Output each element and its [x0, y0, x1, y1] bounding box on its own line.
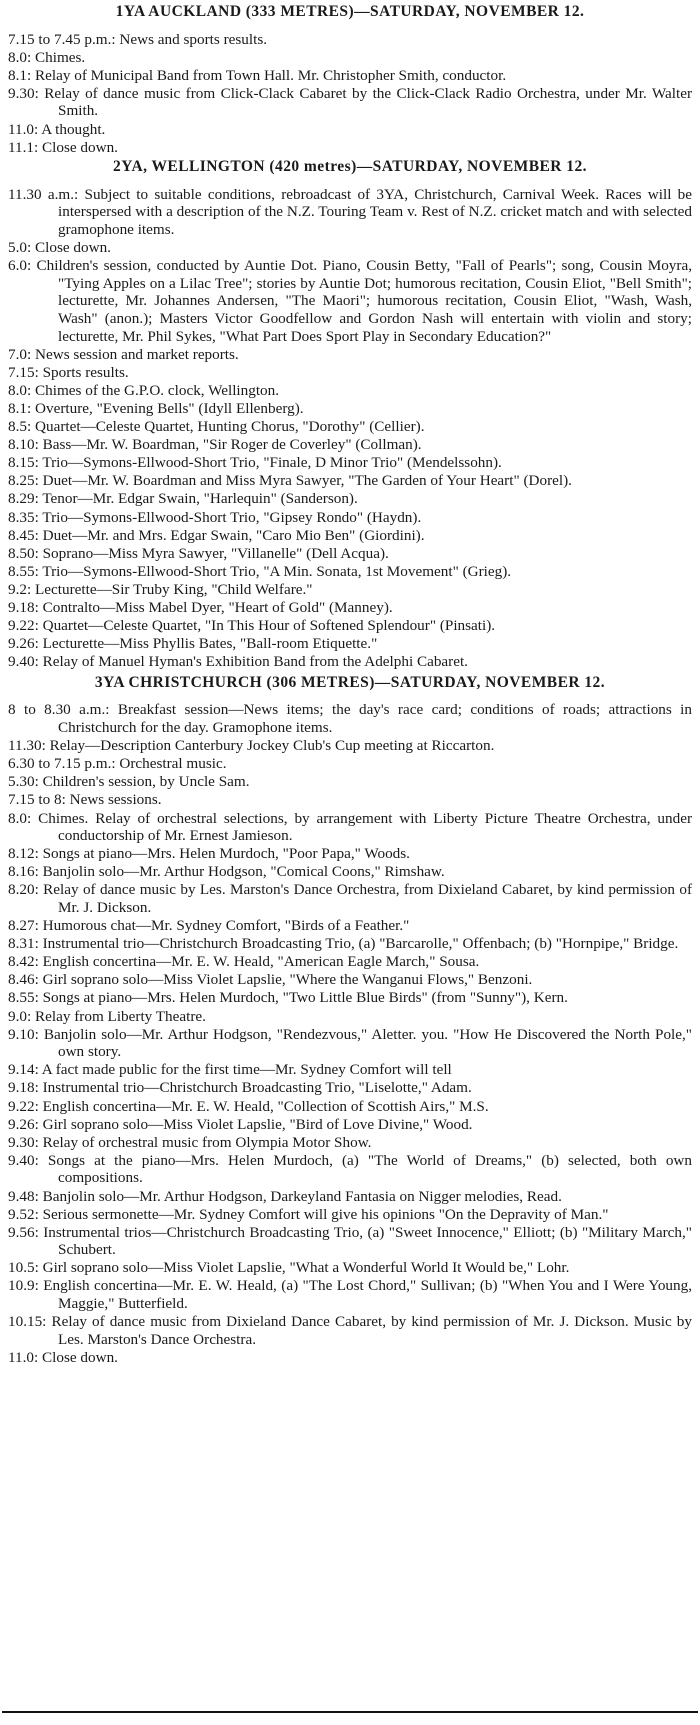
- entry-time: 11.30:: [8, 737, 46, 755]
- programme-entry: [8, 186, 692, 239]
- entry-time: 9.14:: [8, 1061, 39, 1079]
- programme-entry: [8, 755, 692, 773]
- entry-description: A fact made public for the first time—Mr. Sydney Comfort will tell: [41, 1061, 452, 1079]
- entry-description: Trio—Symons-Ellwood-Short Trio, "Finale, D Minor Trio" (Mendelssohn).: [42, 454, 502, 472]
- programme-entry: [8, 881, 692, 916]
- entry-time: 8.45:: [8, 526, 39, 544]
- entry-time: 8.1:: [8, 399, 32, 417]
- entry-time: 9.22:: [8, 617, 39, 635]
- entry-time: 6.30 to 7.15 p.m.:: [8, 755, 116, 773]
- programme-entry: [8, 1152, 692, 1187]
- programme-entry: [8, 1259, 692, 1277]
- entry-time: 9.22:: [8, 1097, 39, 1115]
- entry-time: 8.50:: [8, 544, 39, 562]
- programme-entry: [8, 121, 692, 139]
- entry-description: Lecturette—Sir Truby King, "Child Welfare.": [35, 580, 313, 598]
- entry-description: Relay of Municipal Band from Town Hall. Mr. Christopher Smith, conductor.: [35, 66, 507, 84]
- programme-entry: [8, 382, 692, 400]
- entry-description: Trio—Symons-Ellwood-Short Trio, "Gipsey Rondo" (Haydn).: [42, 508, 422, 526]
- entry-time: 7.0:: [8, 345, 32, 363]
- entry-description: Relay—Description Canterbury Jockey Club's Cup meeting at Riccarton.: [49, 737, 495, 755]
- entry-time: 8.29:: [8, 490, 39, 508]
- entry-time: 9.40:: [8, 1151, 39, 1169]
- entry-description: Sports results.: [42, 363, 129, 381]
- entry-description: Close down.: [42, 1348, 118, 1366]
- entry-description: Chimes of the G.P.O. clock, Wellington.: [35, 381, 280, 399]
- programme-entry: [8, 1349, 692, 1367]
- entry-description: News session and market reports.: [35, 345, 239, 363]
- entry-time: 5.30:: [8, 773, 39, 791]
- entry-description: Contralto—Miss Mabel Dyer, "Heart of Gold" (Manney).: [42, 599, 393, 616]
- entry-description: Bass—Mr. W. Boardman, "Sir Roger de Coverley" (Collman).: [42, 436, 422, 454]
- entry-time: 11.30 a.m.:: [8, 185, 79, 203]
- entry-time: 8.42:: [8, 953, 39, 971]
- programme-entry: [8, 845, 692, 863]
- programme-list: [8, 186, 692, 671]
- entry-time: 8.31:: [8, 935, 39, 953]
- programme-entry: [8, 989, 692, 1007]
- bottom-rule: [2, 1711, 698, 1713]
- programme-entry: [8, 364, 692, 382]
- programme-list: [8, 31, 692, 157]
- entry-time: 9.30:: [8, 1133, 39, 1151]
- programme-entry: [8, 773, 692, 791]
- entry-description: Soprano—Miss Myra Sawyer, "Villanelle" (Dell Acqua).: [42, 544, 389, 562]
- entry-description: Girl soprano solo—Miss Violet Lapslie, "What a Wonderful World It Would be," Lohr.: [42, 1259, 570, 1277]
- entry-description: Duet—Mr. W. Boardman and Miss Myra Sawyer, "The Garden of Your Heart" (Dorel).: [42, 472, 572, 490]
- entry-time: 8.55:: [8, 562, 39, 580]
- programme-entry: [8, 1061, 692, 1079]
- entry-time: 9.10:: [8, 1025, 39, 1043]
- programme-entry: [8, 953, 692, 971]
- entry-description: Songs at the piano—Mrs. Helen Murdoch, (a) "The World of Dreams," (b) selected, both own compositions.: [47, 1151, 692, 1187]
- entry-description: Relay of dance music from Dixieland Dance Cabaret, by kind permission of Mr. J. Dickson. Music by Les. Marston's Dance Orchestra.: [51, 1313, 692, 1348]
- entry-description: Relay of orchestral music from Olympia Motor Show.: [42, 1133, 372, 1151]
- entry-time: 8 to 8.30 a.m.:: [8, 701, 110, 719]
- entry-time: 9.26:: [8, 635, 39, 653]
- programme-entry: [8, 400, 692, 418]
- programme-entry: [8, 863, 692, 881]
- entry-description: English concertina—Mr. E. W. Heald, "American Eagle March," Sousa.: [42, 953, 480, 971]
- entry-description: Orchestral music.: [119, 755, 227, 773]
- programme-entry: [8, 436, 692, 454]
- entry-time: 10.9:: [8, 1277, 39, 1295]
- entry-description: A thought.: [41, 120, 106, 138]
- programme-entry: [8, 346, 692, 364]
- entry-description: Tenor—Mr. Edgar Swain, "Harlequin" (Sanderson).: [42, 490, 358, 508]
- programme-entry: [8, 454, 692, 472]
- programme-entry: [8, 1188, 692, 1206]
- entry-description: News and sports results.: [119, 30, 268, 48]
- programme-entry: [8, 581, 692, 599]
- entry-time: 5.0:: [8, 239, 32, 257]
- entry-time: 8.0:: [8, 48, 32, 66]
- entry-time: 8.10:: [8, 436, 39, 454]
- entry-time: 8.25:: [8, 472, 39, 490]
- entry-time: 8.35:: [8, 508, 39, 526]
- entry-description: Banjolin solo—Mr. Arthur Hodgson, "Rendezvous," Aletter. you. "How He Discovered the North Pole," own story.: [43, 1025, 692, 1061]
- entry-description: Songs at piano—Mrs. Helen Murdoch, "Two Little Blue Birds" (from "Sunny"), Kern.: [42, 989, 568, 1007]
- entry-time: 8.20:: [8, 881, 39, 899]
- programme-entry: [8, 599, 692, 617]
- entry-description: Instrumental trios—Christchurch Broadcasting Trio, (a) "Sweet Innocence," Elliott; (b) "Military March," Schubert.: [43, 1223, 692, 1259]
- entry-description: Close down.: [35, 239, 111, 257]
- programme-entry: [8, 563, 692, 581]
- entry-time: 9.18:: [8, 1079, 39, 1097]
- entry-time: 10.5:: [8, 1259, 39, 1277]
- entry-time: 8.15:: [8, 454, 39, 472]
- entry-description: English concertina—Mr. E. W. Heald, "Collection of Scottish Airs," M.S.: [42, 1097, 489, 1115]
- programme-list: [8, 701, 692, 1366]
- programme-entry: [8, 917, 692, 935]
- programme-entry: [8, 490, 692, 508]
- entry-description: Duet—Mr. and Mrs. Edgar Swain, "Caro Mio Ben" (Giordini).: [42, 526, 425, 544]
- programme-entry: [8, 653, 692, 671]
- entry-description: News sessions.: [69, 791, 162, 809]
- entry-description: Relay from Liberty Theatre.: [35, 1007, 206, 1025]
- entry-time: 9.26:: [8, 1115, 39, 1133]
- entry-time: 9.30:: [8, 84, 39, 102]
- programme-entry: [8, 791, 692, 809]
- entry-time: 9.40:: [8, 653, 39, 671]
- section-heading: 1YA AUCKLAND (333 METRES)—SATURDAY, NOVEMBER 12.: [115, 3, 585, 20]
- programme-entry: [8, 1313, 692, 1348]
- entry-time: 9.18:: [8, 599, 39, 616]
- entry-time: 8.12:: [8, 845, 39, 863]
- entry-time: 11.0:: [8, 1348, 39, 1366]
- programme-entry: [8, 737, 692, 755]
- programme-entry: [8, 545, 692, 563]
- programme-entry: [8, 527, 692, 545]
- entry-time: 11.0:: [8, 120, 39, 138]
- entry-time: 9.48:: [8, 1187, 39, 1205]
- entry-time: 8.0:: [8, 809, 32, 827]
- entry-time: 7.15 to 8:: [8, 791, 66, 809]
- programme-entry: [8, 1277, 692, 1312]
- entry-description: Quartet—Celeste Quartet, "In This Hour of Softened Splendour" (Pinsati).: [42, 617, 496, 635]
- programme-entry: [8, 67, 692, 85]
- programme-entry: [8, 1134, 692, 1152]
- programme-entry: [8, 701, 692, 736]
- programme-entry: [8, 1224, 692, 1259]
- entry-time: 8.27:: [8, 917, 39, 935]
- entry-time: 11.1:: [8, 138, 39, 156]
- programme-entry: [8, 935, 692, 953]
- entry-description: Songs at piano—Mrs. Helen Murdoch, "Poor Papa," Woods.: [42, 845, 410, 863]
- programme-entry: [8, 31, 692, 49]
- entry-time: 7.15 to 7.45 p.m.:: [8, 30, 116, 48]
- entry-time: 8.0:: [8, 381, 32, 399]
- programme-entry: [8, 971, 692, 989]
- programme-entry: [8, 1098, 692, 1116]
- entry-time: 6.0:: [8, 257, 32, 275]
- entry-time: 8.16:: [8, 863, 39, 881]
- entry-description: Chimes. Relay of orchestral selections, by arrangement with Liberty Picture Theatre Orchestra, under conductorship of Mr. Ernest Jamieson.: [38, 809, 693, 845]
- section-heading: 3YA CHRISTCHURCH (306 METRES)—SATURDAY, NOVEMBER 12.: [94, 673, 606, 691]
- entry-description: Relay of Manuel Hyman's Exhibition Band from the Adelphi Cabaret.: [42, 653, 468, 671]
- programme-entry: [8, 139, 692, 157]
- programme-entry: [8, 1206, 692, 1224]
- entry-description: Quartet—Celeste Quartet, Hunting Chorus, "Dorothy" (Cellier).: [35, 418, 425, 436]
- entry-time: 7.15:: [8, 363, 39, 381]
- entry-time: 9.2:: [8, 580, 32, 598]
- entry-description: Relay of dance music by Les. Marston's Dance Orchestra, from Dixieland Cabaret, by kind permission of Mr. J. Dickson.: [43, 881, 692, 916]
- programme-entry: [8, 635, 692, 653]
- entry-description: Instrumental trio—Christchurch Broadcasting Trio, "Liselotte," Adam.: [42, 1079, 472, 1097]
- programme-entry: [8, 810, 692, 845]
- programme-entry: [8, 1008, 692, 1026]
- entry-description: Children's session, conducted by Auntie Dot. Piano, Cousin Betty, "Fall of Pearls"; song, Cousin Moyra, "Tying Apples on a Lilac Tree"; stories by Auntie Dot; humorous recitation, Cousin Eliot, "Bell Smith"; lecturette, Mr. Johannes Andersen, "The Maori"; humorous recitation, Cousin Eliot, "Wash, Wash, Wash" (anon.); Masters Victor Goodfellow and Gordon Nash will entertain with violin and story; lecturette, Mr. Phil Sykes, "What Part Does Sport Play in Secondary Education?": [36, 257, 692, 345]
- entry-description: Trio—Symons-Ellwood-Short Trio, "A Min. Sonata, 1st Movement" (Grieg).: [42, 562, 512, 580]
- entry-time: 9.0:: [8, 1007, 32, 1025]
- entry-time: 10.15:: [8, 1313, 47, 1331]
- programme-entry: [8, 239, 692, 257]
- programme-entry: [8, 85, 692, 120]
- entry-description: Banjolin solo—Mr. Arthur Hodgson, Darkeyland Fantasia on Nigger melodies, Read.: [42, 1187, 562, 1205]
- entry-description: Lecturette—Miss Phyllis Bates, "Ball-room Etiquette.": [42, 635, 378, 653]
- entry-time: 8.55:: [8, 989, 39, 1007]
- programme-entry: [8, 509, 692, 527]
- entry-description: Humorous chat—Mr. Sydney Comfort, "Birds of a Feather.": [42, 917, 410, 935]
- entry-description: Relay of dance music from Click-Clack Cabaret by the Click-Clack Radio Orchestra, under Mr. Walter Smith.: [44, 84, 693, 120]
- programme-entry: [8, 1026, 692, 1061]
- entry-description: Banjolin solo—Mr. Arthur Hodgson, "Comical Coons," Rimshaw.: [42, 863, 445, 881]
- entry-time: 9.52:: [8, 1205, 39, 1223]
- programme-entry: [8, 1116, 692, 1134]
- entry-description: Instrumental trio—Christchurch Broadcasting Trio, (a) "Barcarolle," Offenbach; (b) "Hornpipe," Bridge.: [42, 935, 679, 953]
- programme-entry: [8, 472, 692, 490]
- programme-entry: [8, 1079, 692, 1097]
- entry-time: 9.56:: [8, 1223, 39, 1241]
- entry-description: Breakfast session—News items; the day's race card; conditions of roads; attractions in Christchurch for the day. Gramophone items.: [58, 701, 692, 737]
- entry-description: English concertina—Mr. E. W. Heald, (a) "The Lost Chord," Sullivan; (b) "When You and I Were Young, Maggie," Butterfield.: [43, 1277, 692, 1313]
- entry-time: 8.5:: [8, 418, 32, 436]
- entry-description: Subject to suitable conditions, rebroadcast of 3YA, Christchurch, Carnival Week. Races will be interspersed with a description of the N.Z. Touring Team v. Rest of N.Z. cricket match and with selected gramophone items.: [58, 185, 693, 239]
- entry-description: Girl soprano solo—Miss Violet Lapslie, "Bird of Love Divine," Wood.: [42, 1115, 473, 1133]
- entry-description: Chimes.: [35, 48, 86, 66]
- entry-time: 8.1:: [8, 66, 32, 84]
- entry-time: 8.46:: [8, 971, 39, 989]
- programme-entry: [8, 257, 692, 345]
- entry-description: Serious sermonette—Mr. Sydney Comfort will give his opinions "On the Depravity of Man.": [42, 1205, 609, 1223]
- programme-entry: [8, 617, 692, 635]
- entry-description: Children's session, by Uncle Sam.: [42, 773, 250, 791]
- programme-entry: [8, 418, 692, 436]
- programme-entry: [8, 49, 692, 67]
- entry-description: Girl soprano solo—Miss Violet Lapslie, "Where the Wanganui Flows," Benzoni.: [42, 971, 533, 989]
- entry-description: Close down.: [42, 138, 118, 156]
- entry-description: Overture, "Evening Bells" (Idyll Ellenberg).: [35, 399, 304, 417]
- section-heading: 2YA, WELLINGTON (420 metres)—SATURDAY, NOVEMBER 12.: [113, 158, 587, 176]
